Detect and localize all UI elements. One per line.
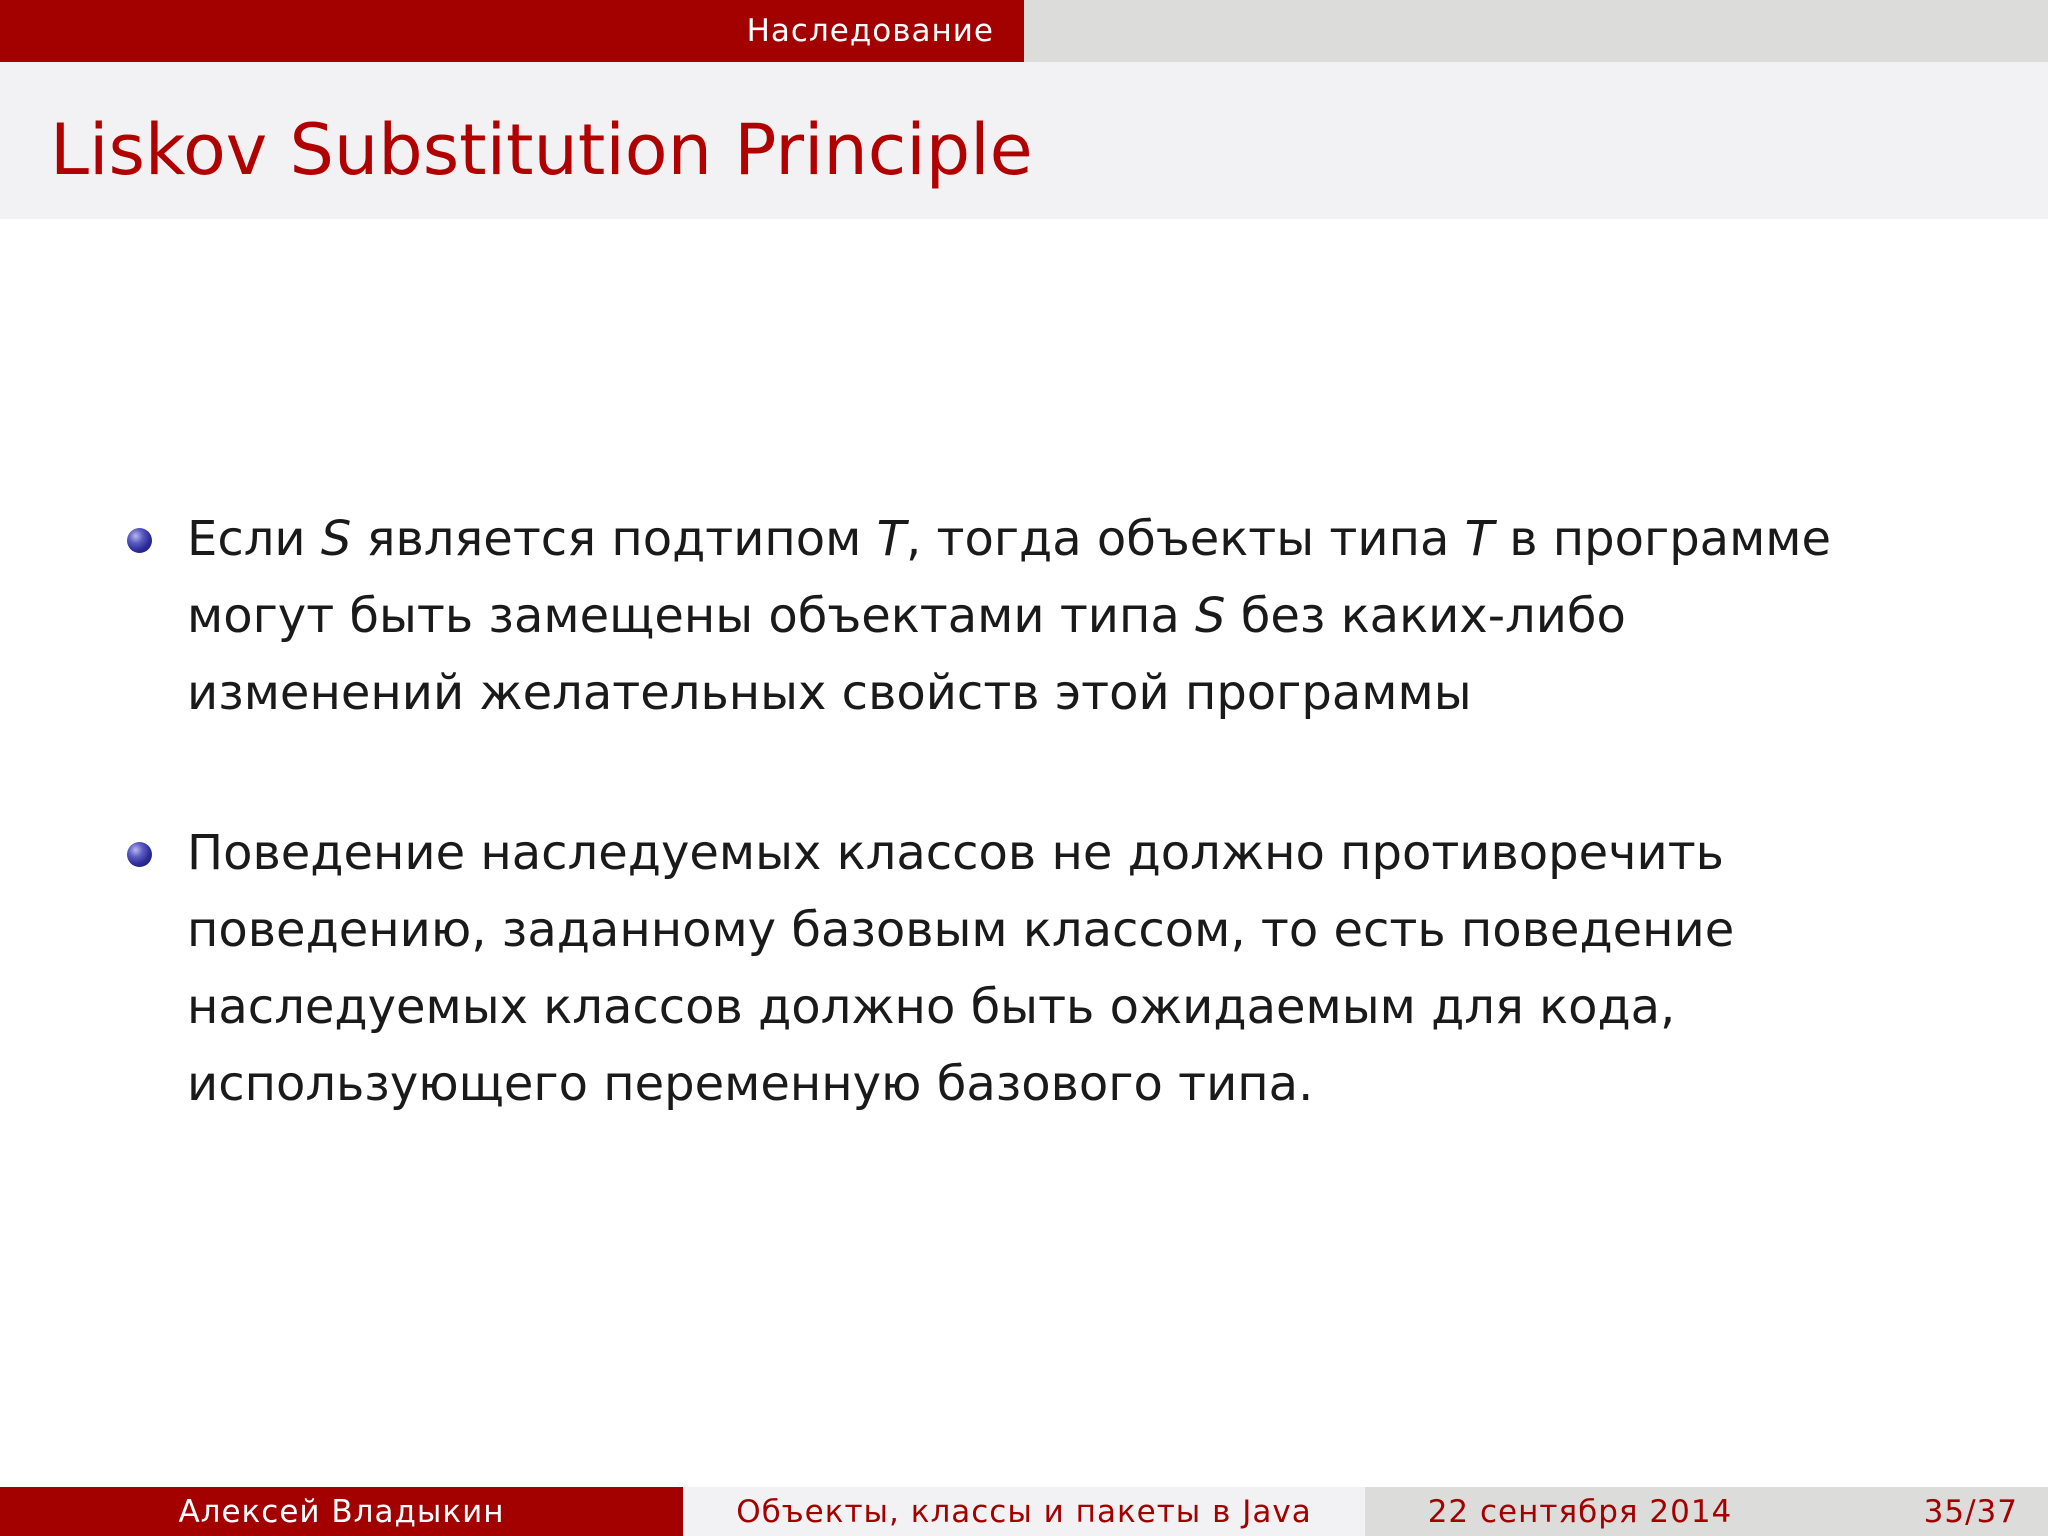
text-segment: , тогда объекты типа	[905, 511, 1465, 567]
footer-author: Алексей Владыкин	[0, 1487, 683, 1536]
header-bar-empty	[1024, 0, 2048, 62]
total-pages: 37	[1976, 1493, 2018, 1530]
bullet-line	[187, 655, 2007, 732]
footer-title: Объекты, классы и пакеты в Java	[683, 1487, 1365, 1536]
math-variable: T	[876, 511, 906, 567]
text-segment: Если	[187, 511, 321, 567]
bullet-icon	[127, 528, 152, 553]
section-name: Наследование	[0, 0, 1024, 62]
bullet-line: Поведение наследуемых классов не должно противоречить	[187, 825, 1724, 881]
bullet-item	[187, 501, 2007, 732]
footer-date: 22 сентября 2014	[1427, 1493, 1733, 1530]
text-segment: в программе	[1493, 511, 1832, 567]
bullet-line: поведению, заданному базовым классом, то есть поведение	[187, 902, 1735, 958]
text-segment: изменений желательных свойств этой программы	[187, 665, 1472, 721]
footer-bar	[0, 1487, 2048, 1536]
math-variable: S	[320, 511, 352, 567]
bullet-line	[187, 501, 2007, 578]
math-variable: S	[1195, 588, 1226, 644]
bullet-line: наследуемых классов должно быть ожидаемым для кода,	[187, 979, 1676, 1035]
bullet-line	[187, 578, 2007, 655]
math-variable: T	[1464, 511, 1494, 567]
bullet-line: использующего переменную базового типа.	[187, 1056, 1314, 1112]
text-segment: могут быть замещены объектами типа	[187, 588, 1196, 644]
frame-title: Liskov Substitution Principle	[50, 109, 1033, 191]
header-bar	[0, 0, 2048, 62]
bullet-item	[187, 815, 2007, 1123]
current-page: 35	[1923, 1493, 1966, 1530]
bullet-icon	[127, 842, 152, 867]
footer-right	[1365, 1487, 2048, 1536]
text-segment: без каких-либо	[1225, 588, 1626, 644]
text-segment: является подтипом	[351, 511, 877, 567]
page-separator: /	[1965, 1493, 1977, 1530]
page-number	[1924, 1487, 2018, 1536]
